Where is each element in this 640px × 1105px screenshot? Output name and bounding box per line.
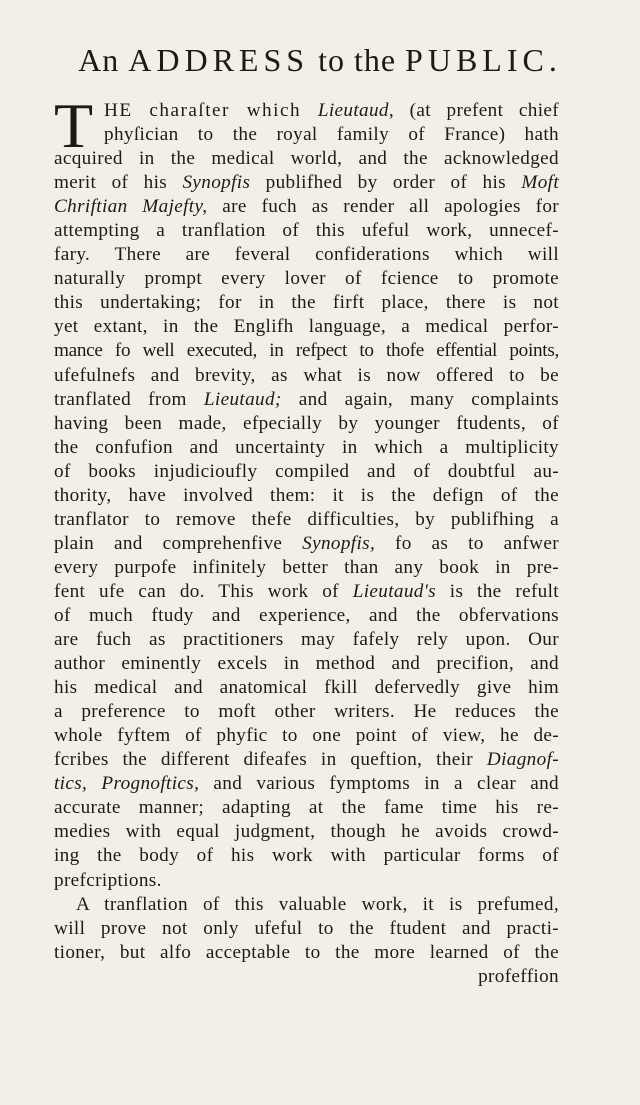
text-segment: ing the body of his work with particular forms of — [54, 845, 559, 867]
text-line — [54, 388, 559, 412]
text-segment: yet extant, in the Englifh language, a medical perfor- — [54, 316, 559, 338]
text-segment: of books injudicioufly compiled and of doubtful au- — [54, 460, 559, 482]
text-segment: whole fyftem of phyfic to one point of view, he de- — [54, 725, 559, 747]
italic-title: Synopfis — [182, 172, 251, 194]
text-line — [54, 195, 559, 219]
italic-title: Chriftian Majefty, — [54, 196, 208, 218]
text-segment: author eminently excels in method and precifion, and — [54, 653, 559, 675]
text-line — [54, 556, 559, 580]
text-line — [54, 171, 559, 195]
italic-term: Diagnof- — [486, 749, 559, 771]
text-segment: prefcriptions. — [54, 869, 162, 891]
title-part-public: PUBLIC. — [405, 42, 562, 78]
text-segment: merit of his — [54, 172, 183, 194]
text-segment: HE charaſter which — [104, 100, 318, 121]
text-line — [54, 123, 559, 147]
text-line — [54, 820, 559, 844]
catchword — [54, 965, 559, 989]
text-line — [54, 460, 559, 484]
page-title — [0, 40, 640, 80]
text-line — [54, 580, 559, 604]
text-line — [54, 917, 559, 941]
text-line — [54, 869, 559, 893]
text-line — [54, 700, 559, 724]
text-segment: profeffion — [478, 965, 559, 987]
text-line — [54, 436, 559, 460]
text-line — [54, 508, 559, 532]
italic-term: Prognoftics, — [101, 773, 200, 795]
text-line — [54, 748, 559, 772]
text-segment: thority, have involved them: it is the defign of the — [54, 484, 559, 506]
text-segment: tranflated from — [54, 388, 204, 410]
italic-name: Lieutaud, — [317, 100, 395, 121]
text-line — [54, 315, 559, 339]
text-segment: fo as to anfwer — [375, 532, 559, 554]
text-line — [54, 219, 559, 243]
text-segment: mance fo well executed, in refpect to thofe effential points, — [54, 340, 559, 362]
text-segment: phyſician to the royal family of France) hath — [104, 124, 559, 146]
text-segment: are fuch as render all apologies for — [207, 196, 559, 218]
text-line — [54, 628, 559, 652]
title-part-to-the: to the — [309, 42, 406, 78]
text-segment: a preference to moft other writers. He reduces the — [54, 701, 559, 723]
text-line — [54, 941, 559, 965]
text-segment: naturally prompt every lover of fcience to promote — [54, 268, 559, 290]
text-line — [54, 652, 559, 676]
text-segment: plain and comprehenfive — [54, 532, 303, 554]
text-segment: fary. There are feveral confiderations which will — [54, 244, 559, 266]
text-line — [54, 291, 559, 315]
text-segment: his medical and anatomical fkill defervedly give him — [54, 677, 559, 699]
text-line — [54, 772, 559, 796]
text-segment: having been made, efpecially by younger ftudents, of — [54, 412, 559, 434]
text-segment: this undertaking; for in the firft place, there is not — [54, 292, 559, 314]
text-line — [54, 724, 559, 748]
italic-name: Lieutaud's — [352, 580, 436, 602]
text-segment: every purpofe infinitely better than any book in pre- — [54, 556, 559, 578]
text-segment: A tranflation of this valuable work, it is prefumed, — [76, 893, 559, 915]
text-segment: the confufion and uncertainty in which a multiplicity — [54, 436, 559, 458]
italic-title: Moft — [521, 172, 559, 194]
text-segment: of much ftudy and experience, and the obfervations — [54, 604, 559, 626]
italic-title: Synopfis, — [302, 532, 376, 554]
text-line — [54, 267, 559, 291]
text-segment: fcribes the different difeafes in queftion, their — [54, 749, 487, 771]
italic-term: tics, — [54, 773, 88, 795]
text-segment — [87, 773, 101, 794]
text-line — [54, 339, 559, 363]
text-segment: will prove not only ufeful to the ftudent and practi- — [54, 917, 559, 939]
text-segment: ufefulnefs and brevity, as what is now offered to be — [54, 364, 559, 386]
text-segment: are fuch as practitioners may fafely rely upon. Our — [54, 629, 559, 651]
address-body — [54, 90, 559, 989]
text-line — [54, 893, 559, 917]
text-segment: tioner, but alfo acceptable to the more learned of the — [54, 941, 559, 963]
text-line — [54, 412, 559, 436]
text-segment: attempting a tranflation of this ufeful work, unnecef- — [54, 220, 559, 242]
text-segment: medies with equal judgment, though he avoids crowd- — [54, 821, 559, 843]
text-segment: tranflator to remove thefe difficulties, by publifhing a — [54, 508, 559, 530]
drop-cap: T — [54, 90, 94, 161]
text-segment: accurate manner; adapting at the fame time his re- — [54, 797, 559, 819]
text-line — [54, 604, 559, 628]
title-part-address: ADDRESS — [128, 42, 310, 78]
text-line — [54, 364, 559, 388]
text-segment: is the refult — [435, 580, 559, 602]
text-line — [54, 844, 559, 868]
text-segment: fent ufe can do. This work of — [54, 580, 353, 602]
text-segment: acquired in the medical world, and the acknowledged — [54, 148, 559, 170]
text-segment: (at prefent chief — [394, 100, 559, 121]
text-line — [54, 147, 559, 171]
title-part-an: An — [78, 42, 129, 78]
text-segment: and various fymptoms in a clear and — [199, 773, 559, 795]
text-segment: and again, many complaints — [281, 388, 559, 410]
text-line — [54, 484, 559, 508]
text-segment: publifhed by order of his — [250, 172, 522, 194]
text-line — [54, 99, 559, 123]
text-line — [54, 532, 559, 556]
italic-name: Lieutaud; — [203, 388, 282, 410]
text-line — [54, 676, 559, 700]
text-line — [54, 796, 559, 820]
text-line — [54, 243, 559, 267]
